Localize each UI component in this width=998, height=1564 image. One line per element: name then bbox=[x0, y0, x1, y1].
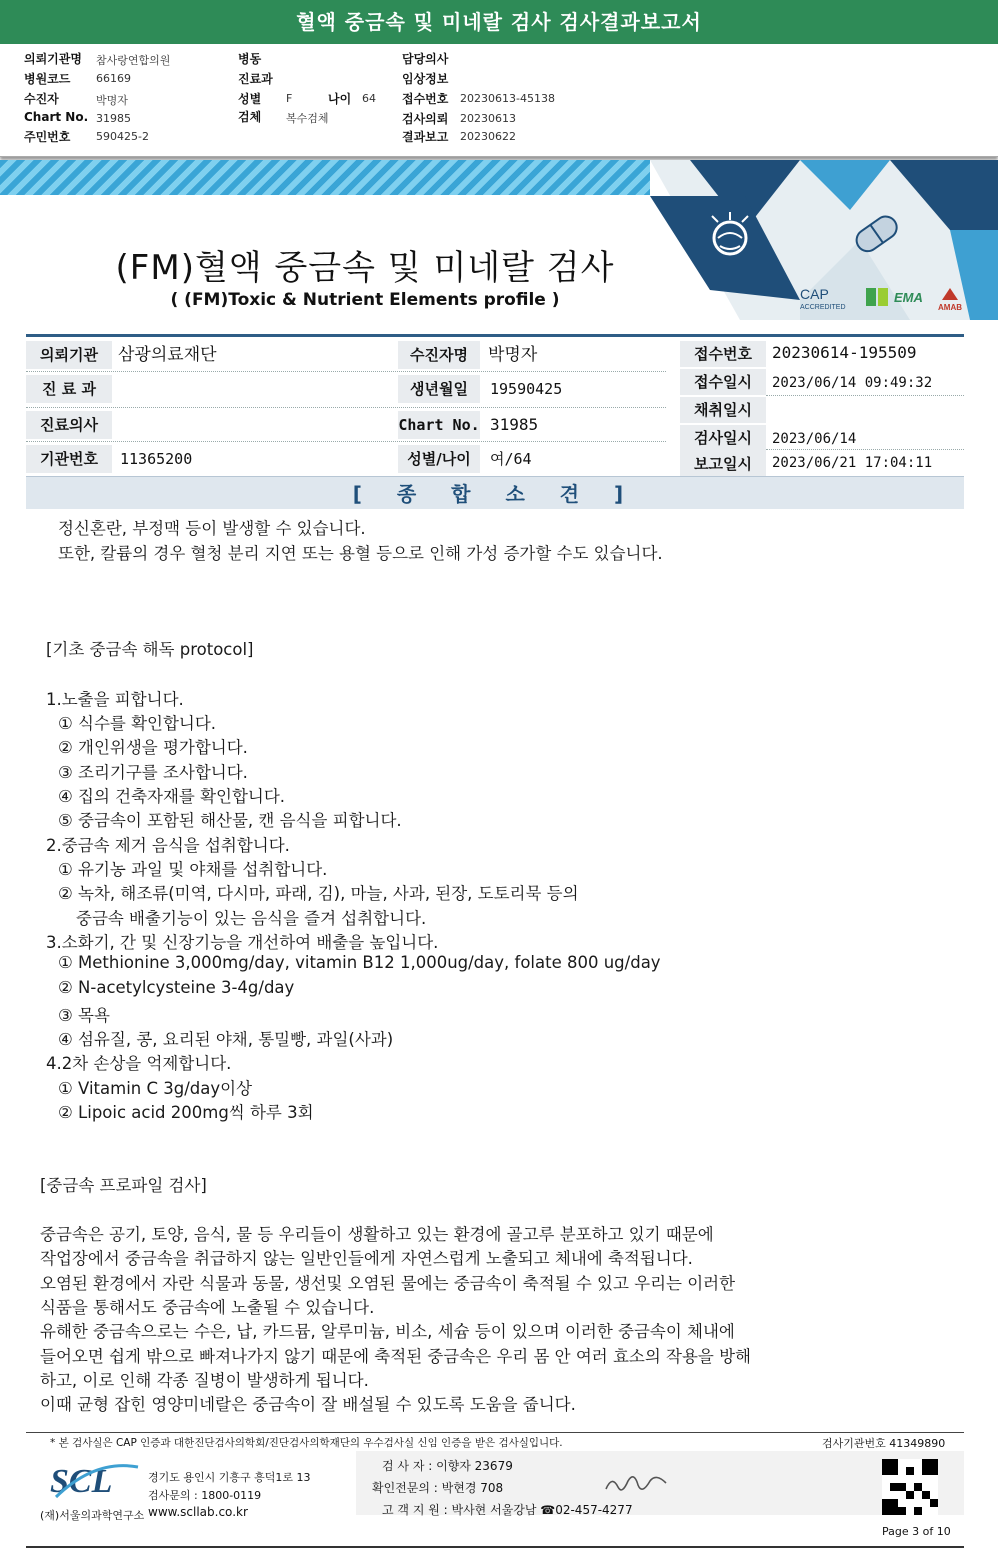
hospital-code-label: 병원코드 bbox=[24, 72, 71, 86]
scl-logo-swoosh bbox=[50, 1457, 140, 1507]
test-request-value: 20230613 bbox=[460, 112, 516, 125]
profile-title: [중금속 프로파일 검사] bbox=[40, 1176, 207, 1195]
svg-text:ACCREDITED: ACCREDITED bbox=[800, 304, 846, 311]
row-divider bbox=[766, 449, 964, 450]
resident-no-label: 주민번호 bbox=[24, 130, 71, 144]
protocol-line: ② N-acetylcysteine 3-4g/day bbox=[58, 978, 295, 997]
protocol-line: ① 유기농 과일 및 야채를 섭취합니다. bbox=[58, 860, 328, 879]
protocol-line: ② Lipoic acid 200mg씩 하루 3회 bbox=[58, 1103, 314, 1122]
chart-value: 31985 bbox=[490, 415, 539, 434]
profile-line: 유해한 중금속으로는 수은, 납, 카드뮴, 알루미늄, 비소, 세슘 등이 있으며 이러한 중금속이 체내에 bbox=[40, 1322, 735, 1341]
ward-label: 병동 bbox=[238, 52, 262, 66]
chart-label: Chart No. bbox=[398, 411, 480, 439]
protocol-line: ③ 조리기구를 조사합니다. bbox=[58, 763, 248, 782]
report-date-label: 보고일시 bbox=[680, 451, 766, 477]
protocol-line: ④ 섬유질, 콩, 요리된 야채, 통밀빵, 과일(사과) bbox=[58, 1030, 394, 1049]
scl-logo: SCL bbox=[50, 1463, 113, 1500]
lab-website: www.scllab.co.kr bbox=[148, 1505, 248, 1519]
clinical-info-label: 임상정보 bbox=[402, 72, 449, 86]
protocol-line: 4.2차 손상을 억제합니다. bbox=[46, 1054, 232, 1073]
protocol-line: ② 녹차, 해조류(미역, 다시마, 파래, 김), 마늘, 사과, 된장, 도토리묵 등의 bbox=[58, 884, 579, 903]
profile-line: 들어오면 쉽게 밖으로 빠져나가지 않기 때문에 축적된 중금속은 우리 몸 안 여러 효소의 작용을 방해 bbox=[40, 1347, 751, 1366]
doctor-label: 담당의사 bbox=[402, 52, 449, 66]
protocol-line: 2.중금속 제거 음식을 섭취합니다. bbox=[46, 836, 290, 855]
svg-text:AMAB: AMAB bbox=[938, 303, 962, 312]
sex-label: 성별 bbox=[238, 92, 262, 106]
specimen-label: 검체 bbox=[238, 110, 262, 124]
age-value: 64 bbox=[362, 92, 376, 105]
lab-address: 경기도 용인시 기흥구 흥덕1로 13 bbox=[148, 1471, 311, 1484]
birth-label: 생년월일 bbox=[398, 375, 480, 403]
sex-age-value: 여/64 bbox=[490, 450, 532, 468]
specialist-info: 확인전문의 : 박현경 708 bbox=[372, 1481, 504, 1495]
hospital-code-value: 66169 bbox=[96, 72, 131, 85]
protocol-title: [기초 중금속 해독 protocol] bbox=[46, 640, 254, 659]
receipt-date-label: 접수일시 bbox=[680, 369, 766, 395]
result-report-value: 20230622 bbox=[460, 130, 516, 143]
scl-logo-caption: (재)서울의과학연구소 bbox=[40, 1509, 145, 1522]
protocol-line: ① 식수를 확인합니다. bbox=[58, 714, 217, 733]
protocol-line: 1.노출을 피합니다. bbox=[46, 690, 184, 709]
doctor-signature bbox=[602, 1471, 672, 1499]
department-label: 진료과 bbox=[238, 72, 273, 86]
receipt-no-value: 20230614-195509 bbox=[772, 343, 917, 362]
protocol-line: ② 개인위생을 평가합니다. bbox=[58, 738, 248, 757]
protocol-line: ④ 집의 건축자재를 확인합니다. bbox=[58, 787, 286, 806]
chart-no-value: 31985 bbox=[96, 112, 131, 125]
footer bbox=[26, 1432, 964, 1545]
patient-value: 박명자 bbox=[96, 94, 128, 107]
protocol-line: ③ 목욕 bbox=[58, 1006, 110, 1025]
requester-label: 의뢰기관명 bbox=[24, 52, 82, 66]
report-date-value: 2023/06/21 17:04:11 bbox=[772, 455, 933, 471]
row-divider bbox=[766, 395, 964, 396]
svg-text:CAP: CAP bbox=[800, 286, 829, 302]
result-report-label: 결과보고 bbox=[402, 130, 449, 144]
report-title-banner: 혈액 중금속 및 미네랄 검사 검사결과보고서 bbox=[0, 0, 998, 44]
institution-label: 의뢰기관 bbox=[26, 341, 112, 369]
svg-text:EMA: EMA bbox=[894, 290, 923, 305]
profile-line: 하고, 이로 인해 각종 질병이 발생하게 됩니다. bbox=[40, 1371, 369, 1390]
receipt-no-value: 20230613-45138 bbox=[460, 92, 555, 105]
department-label: 진 료 과 bbox=[26, 375, 112, 403]
lab-number: 검사기관번호 41349890 bbox=[822, 1437, 946, 1450]
page-subtitle: ( (FM)Toxic & Nutrient Elements profile ) bbox=[170, 290, 560, 310]
receipt-date-value: 2023/06/14 09:49:32 bbox=[772, 375, 933, 391]
ema-logo bbox=[894, 290, 923, 305]
patient-name-value: 박명자 bbox=[488, 345, 538, 365]
tester-info: 검 사 자 : 이향자 23679 bbox=[382, 1459, 513, 1473]
specimen-value: 복수검체 bbox=[286, 112, 329, 125]
info-table bbox=[26, 334, 964, 473]
protocol-line: ① Methionine 3,000mg/day, vitamin B12 1,000ug/day, folate 800 ug/day bbox=[58, 953, 661, 972]
sex-age-label: 성별/나이 bbox=[398, 445, 480, 473]
profile-line: 작업장에서 중금속을 취급하지 않는 일반인들에게 자연스럽게 노출되고 체내에 축적됩니다. bbox=[40, 1249, 693, 1268]
customer-support: 고 객 지 원 : 박사현 서울강남 ☎02-457-4277 bbox=[382, 1503, 633, 1517]
birth-value: 19590425 bbox=[490, 380, 563, 398]
receipt-no-label: 접수번호 bbox=[402, 92, 449, 106]
requester-value: 참사랑연합의원 bbox=[96, 54, 171, 67]
protocol-line: ① Vitamin C 3g/day이상 bbox=[58, 1079, 253, 1098]
section-header-summary: [ 종 합 소 견 ] bbox=[26, 476, 964, 509]
intro-line: 정신혼란, 부정맥 등이 발생할 수 있습니다. bbox=[58, 519, 366, 538]
row-divider bbox=[26, 441, 666, 442]
row-divider bbox=[26, 407, 666, 408]
test-date-value: 2023/06/14 bbox=[772, 431, 857, 447]
footer-rule bbox=[26, 1546, 964, 1548]
test-date-label: 검사일시 bbox=[680, 425, 766, 451]
top-info-panel bbox=[0, 44, 998, 157]
profile-line: 오염된 환경에서 자란 식물과 동물, 생선및 오염된 물에는 중금속이 축적될 수 있고 우리는 이러한 bbox=[40, 1274, 736, 1293]
patient-name-label: 수진자명 bbox=[398, 341, 480, 369]
resident-no-value: 590425-2 bbox=[96, 130, 149, 143]
protocol-line: 중금속 배출기능이 있는 음식을 즐겨 섭취합니다. bbox=[76, 909, 427, 928]
protocol-line: ⑤ 중금속이 포함된 해산물, 캔 음식을 피합니다. bbox=[58, 811, 402, 830]
intro-line: 또한, 칼륨의 경우 혈청 분리 지연 또는 용혈 등으로 인해 가성 증가할 수도 있습니다. bbox=[58, 544, 663, 563]
doctor-label: 진료의사 bbox=[26, 411, 112, 439]
receipt-no-label: 접수번호 bbox=[680, 341, 766, 367]
institution-no-label: 기관번호 bbox=[26, 445, 112, 473]
profile-line: 식품을 통해서도 중금속에 노출될 수 있습니다. bbox=[40, 1298, 375, 1317]
chart-no-label: Chart No. bbox=[24, 110, 89, 124]
lab-phone: 검사문의 : 1800-0119 bbox=[148, 1489, 262, 1502]
institution-no-value: 11365200 bbox=[120, 450, 193, 468]
certification-note: * 본 검사실은 CAP 인증과 대한진단검사의학회/진단검사의학재단의 우수검사실 신임 인증을 받은 검사실입니다. bbox=[50, 1437, 563, 1449]
institution-value: 삼광의료재단 bbox=[118, 345, 217, 365]
row-divider bbox=[26, 371, 666, 372]
profile-line: 중금속은 공기, 토양, 음식, 물 등 우리들이 생활하고 있는 환경에 골고루 분포하고 있기 때문에 bbox=[40, 1225, 714, 1244]
protocol-line: 3.소화기, 간 및 신장기능을 개선하여 배출을 높입니다. bbox=[46, 933, 439, 952]
collect-date-label: 채취일시 bbox=[680, 397, 766, 423]
patient-label: 수진자 bbox=[24, 92, 59, 106]
profile-line: 이때 균형 잡힌 영양미네랄은 중금속이 잘 배설될 수 있도록 도움을 줍니다. bbox=[40, 1395, 576, 1414]
test-request-label: 검사의뢰 bbox=[402, 112, 449, 126]
sex-value: F bbox=[286, 92, 293, 105]
page-title: (FM)혈액 중금속 및 미네랄 검사 bbox=[115, 248, 615, 288]
page-number: Page 3 of 10 bbox=[882, 1525, 951, 1538]
qr-code-icon bbox=[882, 1459, 938, 1515]
age-label: 나이 bbox=[328, 92, 352, 106]
